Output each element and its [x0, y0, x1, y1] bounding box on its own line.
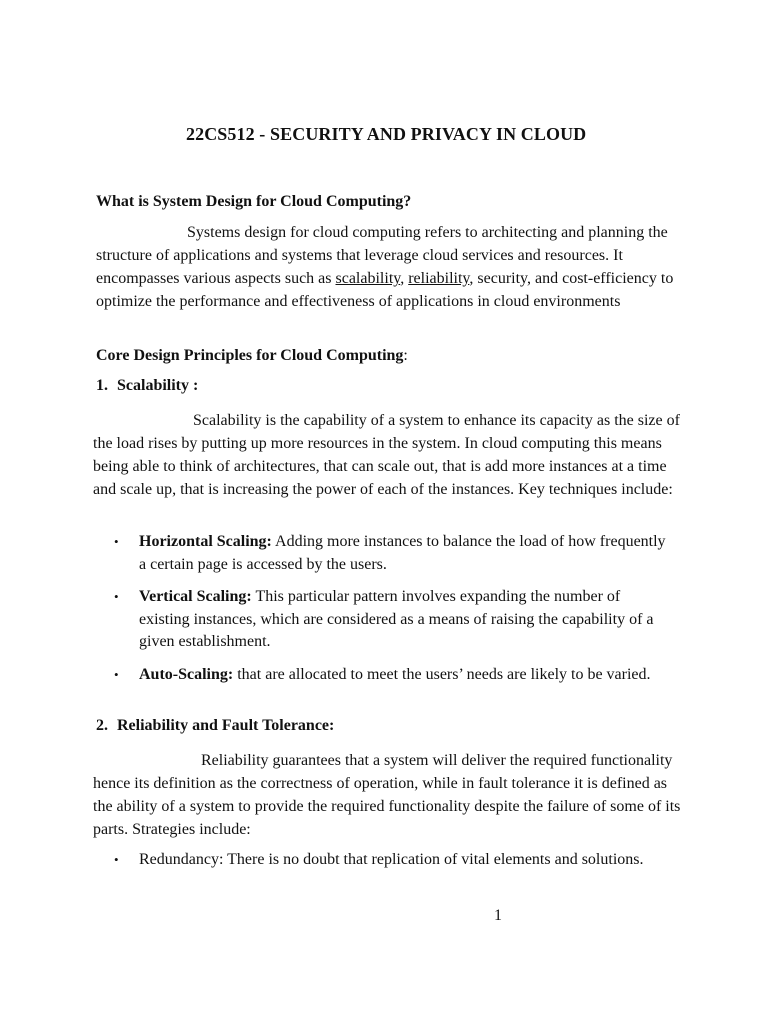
- bullet-text: Redundancy: There is no doubt that replication of vital elements and solutions.: [139, 851, 644, 868]
- page-number: 1: [494, 907, 502, 924]
- bullet-term: Auto-Scaling:: [139, 665, 234, 683]
- scalability-section: [93, 409, 683, 501]
- bullet-term: Horizontal Scaling:: [139, 533, 272, 550]
- core-principles-heading: [96, 344, 676, 367]
- reliability-section: [93, 749, 683, 841]
- reliability-link[interactable]: reliability: [408, 270, 470, 287]
- list-item: [93, 531, 673, 576]
- bullet-text: that are allocated to meet the users’ needs are likely to be varied.: [233, 665, 651, 683]
- section-intro-paragraph: [96, 221, 676, 313]
- bullet-text: Adding more instances to balance the load of how frequently a certain page is accessed by the users.: [139, 533, 666, 573]
- document-title: 22CS512 - SECURITY AND PRIVACY IN CLOUD: [186, 124, 587, 144]
- bullet-icon: •: [114, 666, 119, 682]
- reliability-number: 2.: [96, 717, 108, 734]
- reliability-bullet-list: [93, 849, 673, 882]
- list-item: [93, 849, 673, 872]
- scalability-bullet-list: [93, 531, 673, 696]
- bullet-icon: •: [114, 852, 119, 867]
- list-item: [93, 664, 673, 687]
- scalability-link[interactable]: scalability: [335, 270, 401, 287]
- scalability-paragraph: Scalability is the capability of a system to enhance its capacity as the size of the load rises by putting up more resources in the system. In cloud computing this means being able to think of architectures, that can scale out, that is add more instances at a time and scale up, that is increasing the power of each of the instances. Key techniques include:: [93, 412, 680, 498]
- intro-separator: ,: [400, 270, 409, 287]
- bullet-icon: •: [114, 534, 119, 549]
- scalability-title: Scalability :: [117, 377, 199, 394]
- scalability-number: 1.: [96, 377, 108, 394]
- section-intro-heading: What is System Design for Cloud Computing?: [96, 193, 412, 210]
- bullet-icon: •: [114, 589, 119, 604]
- reliability-title: Reliability and Fault Tolerance:: [117, 717, 335, 734]
- intro-text-end: , security, and cost-efficiency to optimize the performance and effectiveness of applications in cloud environments: [96, 270, 674, 310]
- reliability-paragraph: Reliability guarantees that a system will deliver the required functionality hence its definition as the correctness of operation, while in fault tolerance it is defined as the ability of a system to provide the required functionality despite the failure of some of its parts. Strategies include:: [93, 752, 681, 838]
- core-principles-title: Core Design Principles for Cloud Computing: [96, 347, 404, 364]
- scalability-heading: [96, 377, 198, 395]
- reliability-heading: [96, 717, 334, 735]
- core-principles-colon: :: [403, 347, 408, 364]
- bullet-term: Vertical Scaling:: [139, 588, 252, 605]
- bullet-text: This particular pattern involves expanding the number of existing instances, which are considered as a means of raising the capability of a given establishment.: [139, 588, 654, 650]
- section-intro: [96, 190, 676, 313]
- list-item: [93, 586, 673, 654]
- intro-text-start: Systems design for cloud computing refers to architecting and planning the structure of applications and systems that leverage cloud services and resources. It encompasses various aspects such as: [96, 224, 668, 287]
